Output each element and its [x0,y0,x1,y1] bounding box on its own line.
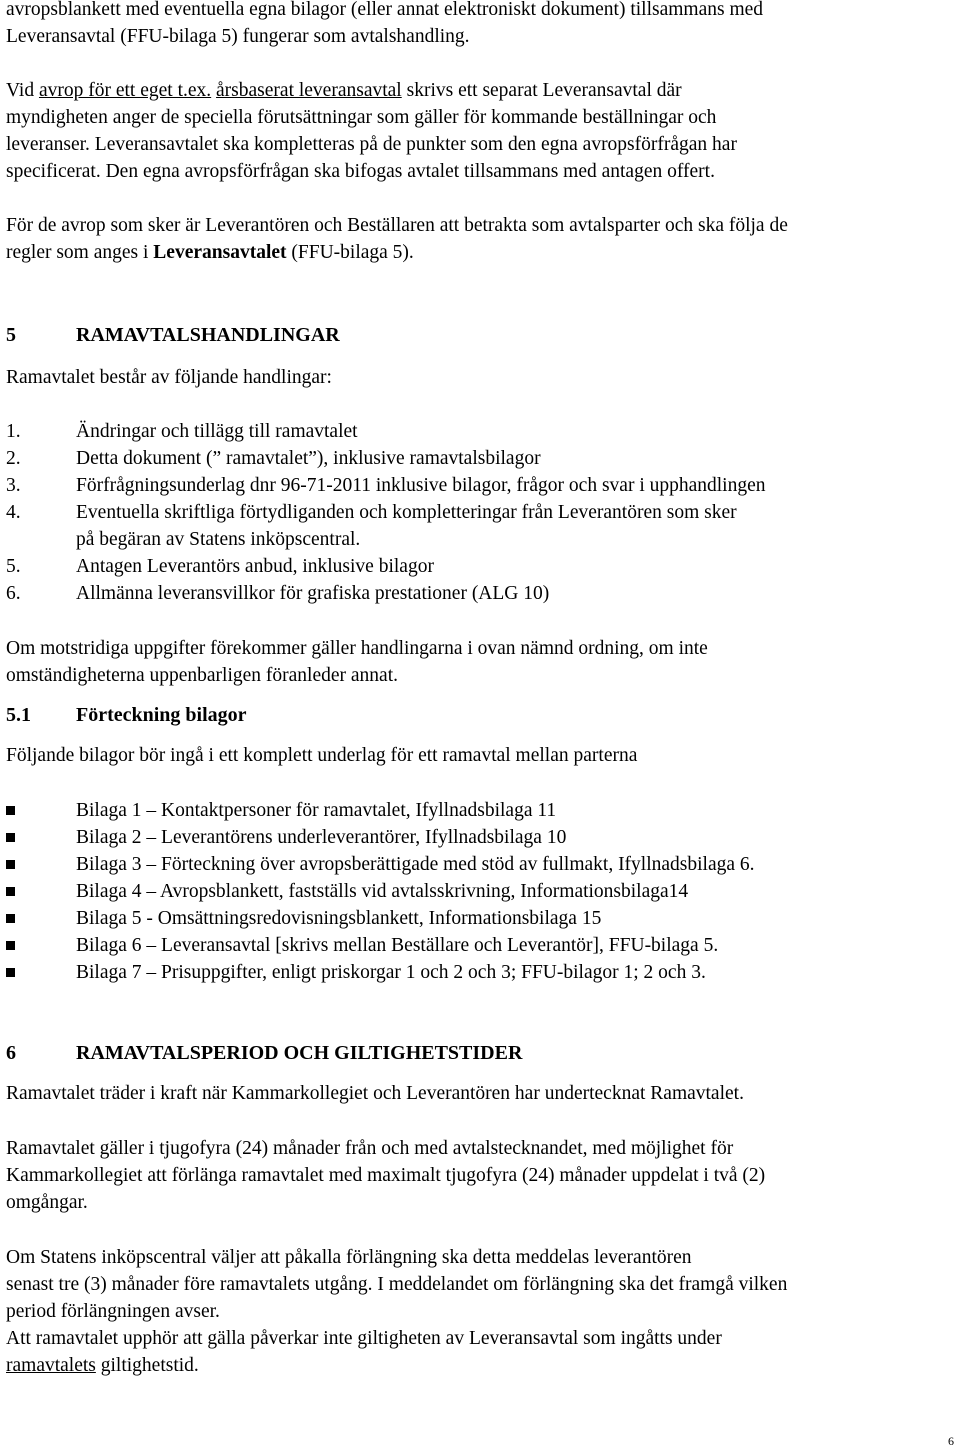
section-5-1-number: 5.1 [6,704,31,726]
list-item [6,553,434,580]
section-6-para-3-line-4: Att ramavtalet upphör att gälla påverkar inte giltigheten av Leveransavtal som ingåtts under [6,1328,722,1349]
bullet-item [6,824,946,851]
square-bullet-icon [6,860,15,869]
parties-suffix: (FFU-bilaga 5). [286,242,414,263]
list-item-text: Eventuella skriftliga förtydliganden och kompletteringar från Leverantören som sker [76,502,737,523]
section-5-1-title: Förteckning bilagor [76,704,247,726]
square-bullet-icon [6,887,15,896]
avrop-link[interactable]: avrop för ett eget t.ex. [38,80,212,101]
last-line-rest: giltighetstid. [95,1355,199,1376]
list-item [6,499,737,526]
bullet-text: Bilaga 6 – Leveransavtal [skrivs mellan Beställare och Leverantör], FFU-bilaga 5. [76,935,719,956]
bullet-text: Bilaga 5 - Omsättningsredovisningsblankett, Informationsbilaga 15 [76,908,602,929]
section-6-para-1: Ramavtalet träder i kraft när Kammarkollegiet och Leverantören har undertecknat Ramavtalet. [6,1083,744,1104]
list-item-text: Förfrågningsunderlag dnr 96-71-2011 inklusive bilagor, frågor och svar i upphandlingen [76,475,766,496]
square-bullet-icon [6,941,15,950]
leveransavtalet-bold: Leveransavtalet [153,242,287,263]
ramavtalets-link[interactable]: ramavtalets [6,1355,96,1376]
list-item-text: Antagen Leverantörs anbud, inklusive bilagor [76,556,434,577]
bullet-text: Bilaga 7 – Prisuppgifter, enligt priskorgar 1 och 2 och 3; FFU-bilagor 1; 2 och 3. [76,962,706,983]
list-item [6,472,766,499]
parties-prefix: regler som anges i [6,242,154,263]
list-item-number: 2. [6,448,21,469]
section-5-intro: Ramavtalet består av följande handlingar: [6,367,332,388]
leveranser-text: leveranser. [6,134,90,155]
list-item [6,445,541,472]
section-6-para-2-line-1: Ramavtalet gäller i tjugofyra (24) månader från och med avtalstecknandet, med möjlighet för [6,1138,734,1159]
list-item-number: 1. [6,421,21,442]
section-6-title: RAMAVTALSPERIOD OCH GILTIGHETSTIDER [76,1042,523,1064]
section-6-para-3-line-2: senast tre (3) månader före ramavtalets utgång. I meddelandet om förlängning ska det framgå vilken [6,1274,788,1295]
list-item-number: 5. [6,556,21,577]
intro-line-1: avropsblankett med eventuella egna bilagor (eller annat elektroniskt dokument) tillsammans med [6,0,764,20]
arsbaserat-link[interactable]: årsbaserat leveransavtal [216,80,402,101]
komplettering-text: Leveransavtalet ska kompletteras på de punkter som den egna avropsförfrågan har [89,134,737,155]
section-5-1-heading [6,702,247,729]
intro-line-2: Leveransavtal (FFU-bilaga 5) fungerar som avtalshandling. [6,26,470,47]
page-number: 6 [948,1434,954,1448]
section-5-heading [6,322,340,349]
list-item-text: Ändringar och tillägg till ramavtalet [76,421,358,442]
parties-line-1: För de avrop som sker är Leverantören och Beställaren att betrakta som avtalsparter och ska följa de [6,215,788,236]
section-6-heading [6,1040,522,1067]
square-bullet-icon [6,833,15,842]
section-6-para-2-line-3: omgångar. [6,1192,88,1213]
list-item [6,580,550,607]
list-item-continuation: på begäran av Statens inköpscentral. [76,529,361,550]
section-6-number: 6 [6,1042,16,1064]
conflict-line-1: Om motstridiga uppgifter förekommer gäller handlingarna i ovan nämnd ordning, om inte [6,638,708,659]
square-bullet-icon [6,914,15,923]
vid-avrop-line-4: specificerat. Den egna avropsförfrågan ska bifogas avtalet tillsammans med antagen offert. [6,161,715,182]
section-6-para-3-line-1: Om Statens inköpscentral väljer att påkalla förlängning ska detta meddelas leverantören [6,1247,692,1268]
list-item-text: Detta dokument (” ramavtalet”), inklusive ramavtalsbilagor [76,448,541,469]
list-item-number: 4. [6,502,21,523]
section-6-para-3-line-3: period förlängningen avser. [6,1301,220,1322]
vid-prefix: Vid [6,80,39,101]
bullet-item [6,932,946,959]
list-item [6,418,358,445]
bullet-item [6,851,946,878]
conflict-line-2: omständigheterna uppenbarligen föranleder annat. [6,665,399,686]
bullet-text: Bilaga 3 – Förteckning över avropsberättigade med stöd av fullmakt, Ifyllnadsbilaga 6. [76,854,755,875]
square-bullet-icon [6,968,15,977]
bullet-text: Bilaga 4 – Avropsblankett, fastställs vid avtalsskrivning, Informationsbilaga14 [76,881,689,902]
list-item-text: Allmänna leveransvillkor för grafiska prestationer (ALG 10) [76,583,550,604]
vid-rest: skrivs ett separat Leveransavtal där [401,80,682,101]
vid-avrop-line-2: myndigheten anger de speciella förutsättningar som gäller för kommande beställningar och [6,107,717,128]
square-bullet-icon [6,806,15,815]
parties-line-2 [6,239,414,266]
bullet-item [6,878,946,905]
bullet-text: Bilaga 2 – Leverantörens underleverantörer, Ifyllnadsbilaga 10 [76,827,567,848]
list-item-number: 6. [6,583,21,604]
list-item-number: 3. [6,475,21,496]
section-5-number: 5 [6,324,16,346]
bullet-item [6,959,946,986]
bullet-text: Bilaga 1 – Kontaktpersoner för ramavtalet, Ifyllnadsbilaga 11 [76,800,557,821]
vid-avrop-line-1 [6,77,682,104]
section-6-para-2-line-2: Kammarkollegiet att förlänga ramavtalet med maximalt tjugofyra (24) månader uppdelat i två (2) [6,1165,766,1186]
bullet-item [6,797,946,824]
section-5-1-intro: Följande bilagor bör ingå i ett komplett underlag för ett ramavtal mellan parterna [6,745,638,766]
section-5-title: RAMAVTALSHANDLINGAR [76,324,340,346]
vid-avrop-line-3 [6,131,737,158]
section-6-last-line [6,1352,199,1379]
bullet-item [6,905,946,932]
